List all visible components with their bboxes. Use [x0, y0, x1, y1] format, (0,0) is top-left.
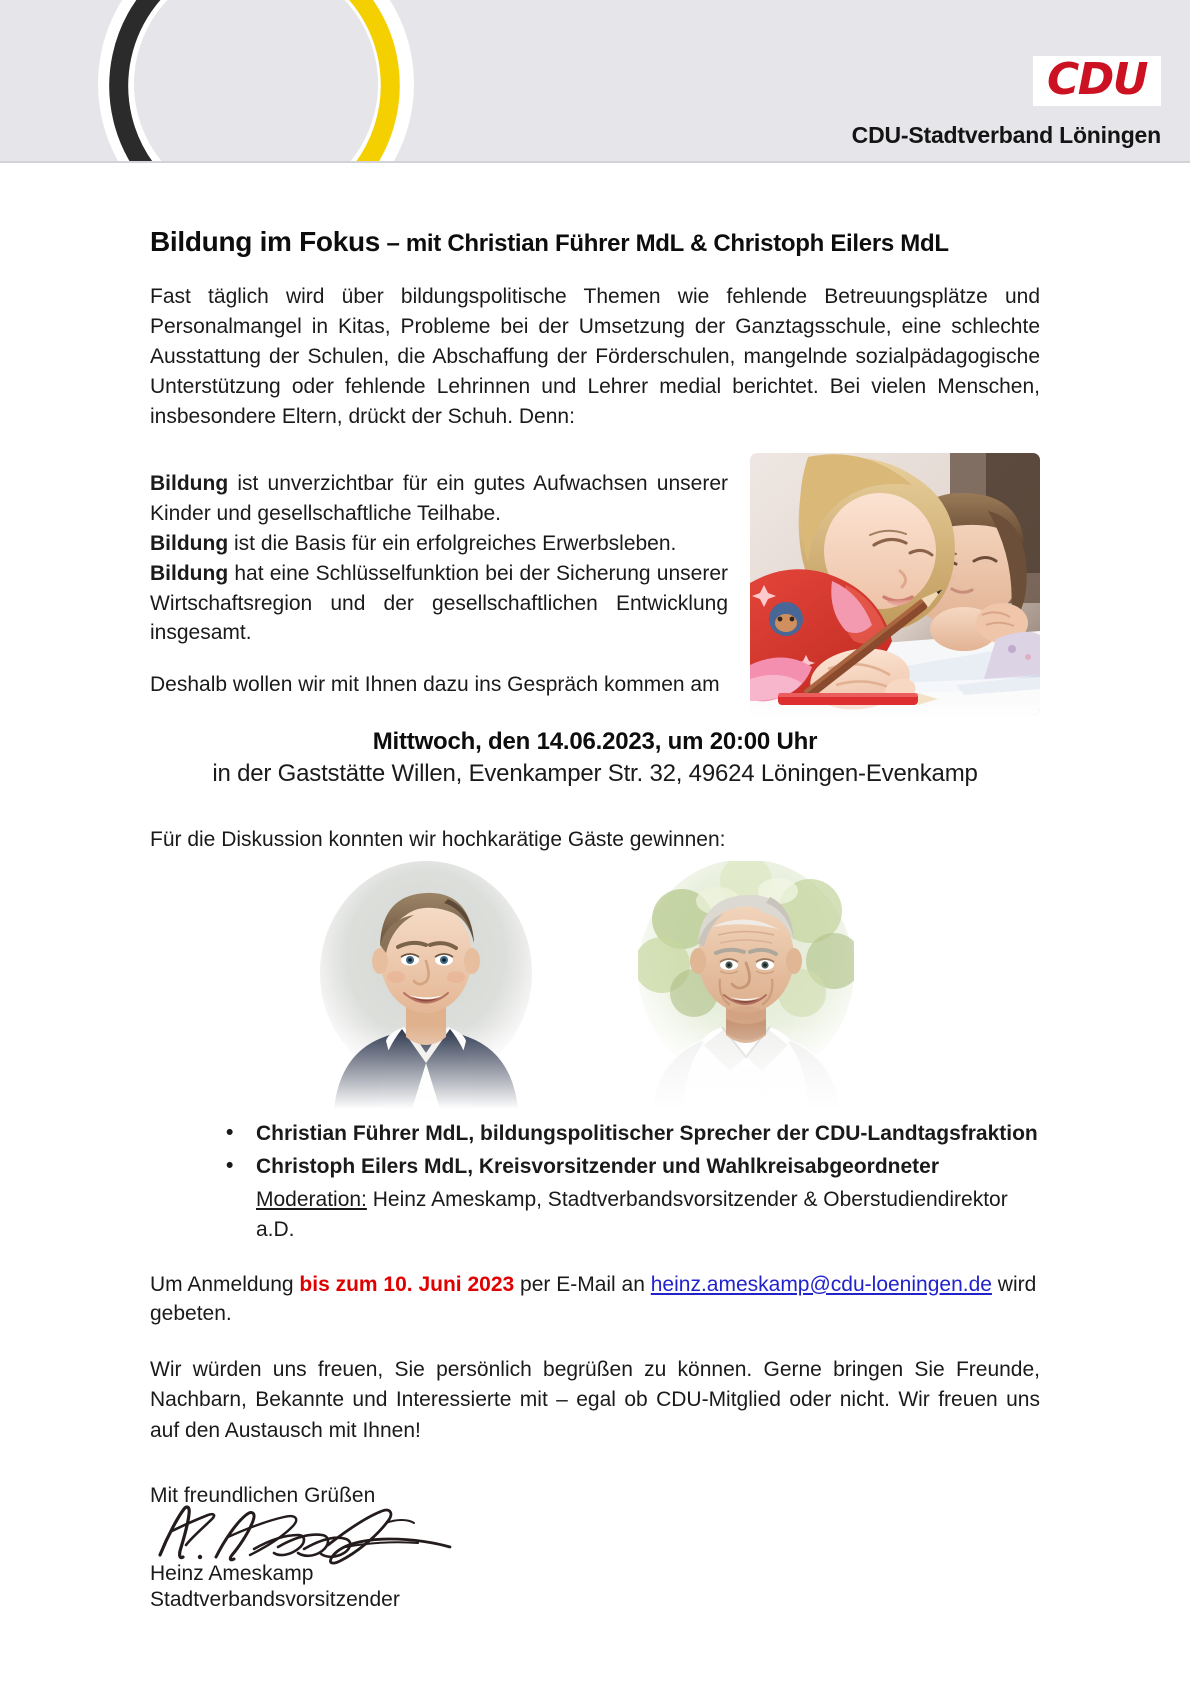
bildung-text: hat eine Schlüsselfunktion bei der Sicherung unserer Wirtschaftsregion und der gesellschaftlichen Entwicklung insgesamt.	[150, 561, 728, 645]
bildung-keyword: Bildung	[150, 532, 229, 555]
portrait-right-illustration	[638, 861, 854, 1109]
children-learning-photo	[750, 453, 1040, 715]
speaker-item	[226, 1152, 1040, 1182]
signoff-greeting: Mit freundlichen Grüßen	[150, 1483, 376, 1507]
bildung-keyword: Bildung	[150, 561, 229, 585]
portrait-left-illustration	[318, 861, 534, 1109]
title-main: Bildung im Fokus	[150, 226, 381, 257]
signature-image	[150, 1501, 470, 1567]
bildung-text: ist die Basis für ein erfolgreiches Erwerbsleben.	[228, 532, 677, 555]
event-location: in der Gaststätte Willen, Evenkamper Str. 32, 49624 Löningen-Evenkamp	[212, 760, 978, 788]
children-photo-illustration	[750, 453, 1040, 715]
page-header	[0, 0, 1190, 163]
guest-portraits	[150, 861, 1040, 1109]
signup-prefix: Um Anmeldung	[150, 1272, 300, 1296]
page-body	[0, 163, 1190, 1614]
page-title	[150, 225, 1040, 258]
speaker-role: , Kreisvorsitzender und Wahlkreisabgeordneter	[467, 1154, 940, 1178]
signoff-role: Stadtverbandsvorsitzender	[150, 1588, 400, 1612]
speaker-name: Christian Führer MdL	[256, 1121, 469, 1145]
cdu-wordmark-logo	[1033, 56, 1161, 106]
organisation-name: CDU-Stadtverband Löningen	[851, 122, 1161, 148]
signup-paragraph	[150, 1270, 1040, 1330]
content-column	[150, 163, 1040, 1614]
guests-intro: Für die Diskussion konnten wir hochkarätige Gäste gewinnen:	[150, 827, 726, 851]
signoff-block	[150, 1482, 1040, 1614]
moderation-text: Heinz Ameskamp, Stadtverbandsvorsitzender & Oberstudiendirektor a.D.	[256, 1188, 1008, 1242]
speaker-name: Christoph Eilers MdL	[256, 1154, 468, 1178]
speaker-role: , bildungspolitischer Sprecher der CDU-Landtagsfraktion	[468, 1121, 1038, 1145]
speaker-item	[226, 1119, 1040, 1149]
signup-deadline: bis zum 10. Juni 2023	[299, 1272, 515, 1296]
closing-paragraph: Wir würden uns freuen, Sie persönlich begrüßen zu können. Gerne bringen Sie Freunde, Nachbarn, Bekannte und Interessierte mit – egal ob CDU-Mitglied oder nicht. Wir freuen uns auf den Austausch mit Ihnen!	[150, 1358, 1040, 1442]
signup-middle: per E-Mail an	[514, 1272, 651, 1296]
cdu-ring-logo-icon	[88, 0, 424, 163]
bildung-text: ist unverzichtbar für ein gutes Aufwachsen unserer Kinder und gesellschaftliche Teilhabe.	[150, 472, 728, 526]
signoff-name: Heinz Ameskamp	[150, 1562, 314, 1586]
event-details	[150, 726, 1040, 791]
invitation-lead: Deshalb wollen wir mit Ihnen dazu ins Gespräch kommen am	[150, 673, 720, 697]
intro-paragraph: Fast täglich wird über bildungspolitische Themen wie fehlende Betreuungsplätze und Personalmangel in Kitas, Probleme bei der Umsetzung der Ganztagsschule, eine schlechte Ausstattung der Schulen, die Abschaffung der Förderschulen, mangelnde sozialpädagogische Unterstützung oder fehlende Lehrinnen und Lehrer medial berichtet. Bei vielen Menschen, insbesondere Eltern, drückt der Schuh. Denn:	[150, 285, 1040, 428]
bildung-keyword: Bildung	[150, 472, 229, 496]
portrait-christian-fuehner	[318, 861, 534, 1109]
handwritten-signature	[150, 1501, 470, 1567]
cdu-logo-text: CDU	[1046, 54, 1147, 105]
speakers-list	[150, 1119, 1040, 1246]
moderation-line	[226, 1185, 1040, 1245]
event-datetime: Mittwoch, den 14.06.2023, um 20:00 Uhr	[372, 728, 818, 756]
contact-email-link[interactable]: heinz.ameskamp@cdu-loeningen.de	[650, 1272, 992, 1296]
signup-suffix: wird gebeten.	[150, 1272, 1037, 1326]
title-subtitle: – mit Christian Führer MdL & Christoph Eilers MdL	[380, 230, 949, 257]
moderation-label: Moderation:	[256, 1188, 367, 1212]
portrait-christoph-eilers	[638, 861, 854, 1109]
